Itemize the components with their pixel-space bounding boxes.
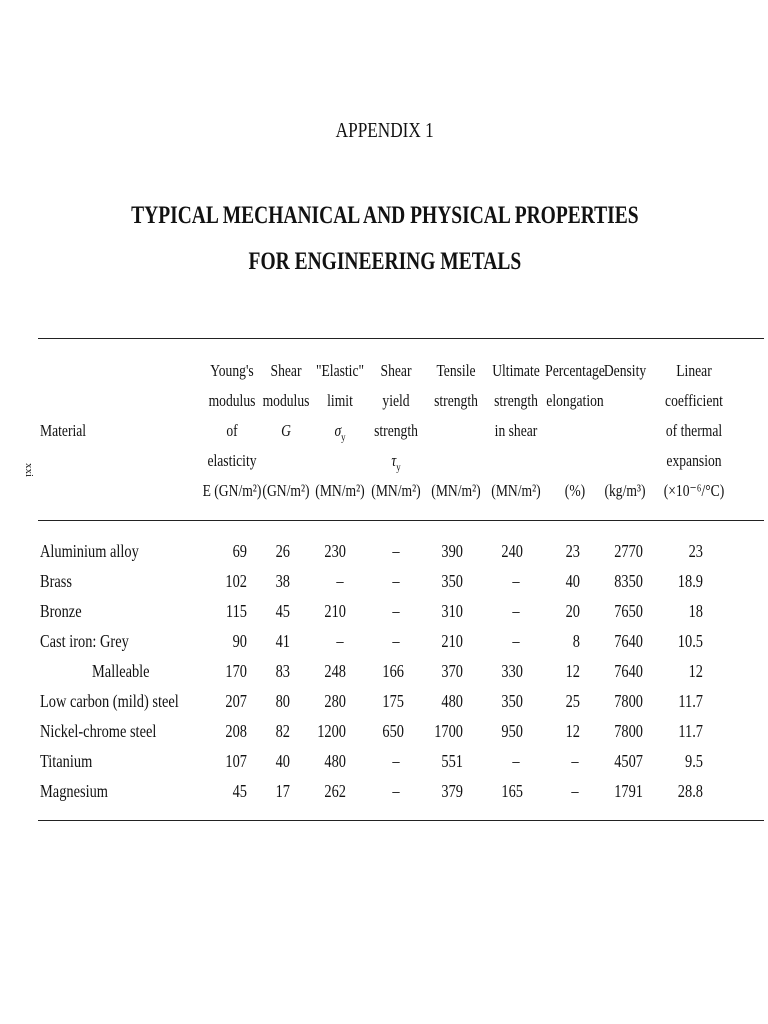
header-col-9-line-1: coefficient [665,391,723,410]
title-line-1: TYPICAL MECHANICAL AND PHYSICAL PROPERTIES [131,202,639,229]
table-cell: 480 [441,691,463,711]
table-cell: – [512,571,520,591]
table-cell: 166 [382,661,404,681]
table-cell: – [512,631,520,651]
table-cell: 28.8 [677,781,703,801]
header-col-8-line-4: (kg/m³) [604,481,646,500]
header-col-2-line-2: G [281,421,291,440]
table-cell: 12 [688,661,703,681]
table-cell: 38 [275,571,290,591]
material-name: Aluminium alloy [40,541,139,561]
material-name: Bronze [40,601,82,621]
table-cell: 8350 [614,571,643,591]
table-cell: 1791 [614,781,643,801]
table-cell: 950 [501,721,523,741]
table-cell: 4507 [614,751,643,771]
material-name: Magnesium [40,781,108,801]
table-cell: 115 [225,601,247,621]
table-cell: 350 [441,571,463,591]
table-cell: 240 [501,541,523,561]
header-col-7-line-0: Percentage [545,361,605,380]
header-col-2-line-1: modulus [262,391,310,410]
material-name: Cast iron: Grey [40,631,129,651]
header-col-0-line-2: Material [40,421,87,440]
header-col-5-line-0: Tensile [436,361,476,380]
table-cell: 45 [275,601,290,621]
table-cell: 379 [441,781,463,801]
table-cell: – [571,781,579,801]
table-cell: – [392,781,400,801]
header-col-4-line-1: yield [382,391,410,410]
table-cell: 83 [275,661,290,681]
table-cell: 2770 [614,541,643,561]
header-col-6-line-0: Ultimate [492,361,540,380]
table-row [0,686,768,716]
table-cell: 370 [441,661,463,681]
table-cell: – [512,751,520,771]
table-cell: 175 [382,691,404,711]
header-col-9-line-3: expansion [666,451,722,470]
table-cell: 11.7 [678,691,703,711]
header-col-2-line-4: (GN/m²) [262,481,310,500]
header-col-4-line-0: Shear [380,361,412,380]
table-cell: 18.9 [677,571,703,591]
table-cell: 480 [324,751,346,771]
table-cell: 280 [324,691,346,711]
header-col-6-line-2: in shear [494,421,538,440]
header-col-3-line-4: (MN/m²) [315,481,365,500]
table-cell: 551 [441,751,463,771]
page-number-margin: xxi [23,462,35,478]
table-cell: 7800 [614,691,643,711]
material-name: Malleable [92,661,150,681]
table-cell: 18 [688,601,703,621]
table-cell: 7800 [614,721,643,741]
header-col-1-line-4: E (GN/m²) [202,481,262,500]
table-header-rule [38,520,764,521]
table-cell: – [571,751,579,771]
header-col-3-line-1: limit [327,391,353,410]
title-line-2: FOR ENGINEERING METALS [248,248,522,275]
table-cell: 390 [441,541,463,561]
table-cell: 248 [324,661,346,681]
header-col-4-line-4: (MN/m²) [371,481,421,500]
header-col-1-line-2: of [226,421,238,440]
table-cell: 23 [565,541,580,561]
header-col-9-line-0: Linear [676,361,712,380]
table-cell: 45 [232,781,247,801]
table-cell: 310 [441,601,463,621]
table-cell: 80 [275,691,290,711]
material-name: Titanium [40,751,93,771]
table-cell: 330 [501,661,523,681]
header-col-6-line-4: (MN/m²) [491,481,541,500]
table-cell: 11.7 [678,721,703,741]
table-cell: 170 [225,661,247,681]
table-cell: 107 [225,751,247,771]
material-name: Nickel-chrome steel [40,721,157,741]
table-cell: 350 [501,691,523,711]
table-cell: 208 [225,721,247,741]
table-cell: 210 [441,631,463,651]
table-cell: 102 [225,571,247,591]
table-cell: 10.5 [677,631,703,651]
table-cell: 82 [275,721,290,741]
table-cell: – [392,751,400,771]
table-cell: 8 [572,631,580,651]
table-cell: 207 [225,691,247,711]
table-row [0,716,768,746]
table-cell: 210 [324,601,346,621]
appendix-label: APPENDIX 1 [335,118,434,142]
table-row [0,776,768,806]
table-cell: 90 [232,631,247,651]
table-row [0,566,768,596]
header-col-8-line-0: Density [603,361,647,380]
table-cell: 40 [275,751,290,771]
header-col-5-line-1: strength [434,391,478,410]
table-cell: 1700 [434,721,463,741]
table-cell: 650 [382,721,404,741]
table-cell: 23 [688,541,703,561]
table-cell: 69 [232,541,247,561]
table-cell: 262 [324,781,346,801]
table-cell: – [392,631,400,651]
header-col-2-line-0: Shear [270,361,302,380]
table-bottom-rule [38,820,764,821]
header-col-1-line-3: elasticity [207,451,257,470]
header-col-6-line-1: strength [494,391,538,410]
header-col-7-line-1: elongation [546,391,604,410]
header-col-9-line-2: of thermal [665,421,723,440]
table-cell: 26 [275,541,290,561]
table-cell: 7640 [614,631,643,651]
table-cell: – [392,571,400,591]
header-col-1-line-1: modulus [208,391,256,410]
table-cell: 165 [501,781,523,801]
material-name: Brass [40,571,72,591]
table-row [0,536,768,566]
header-col-5-line-4: (MN/m²) [431,481,481,500]
table-cell: 41 [275,631,290,651]
table-cell: 9.5 [685,751,703,771]
table-cell: 20 [565,601,580,621]
table-row [0,626,768,656]
table-cell: – [512,601,520,621]
header-col-1-line-0: Young's [210,361,254,380]
header-col-3-line-2: $\sigma_y$ [334,421,346,444]
header-col-9-line-4: (×10⁻⁶/°C) [663,481,725,500]
table-cell: – [392,601,400,621]
table-cell: 25 [565,691,580,711]
table-cell: 17 [275,781,290,801]
header-col-4-line-2: strength [374,421,418,440]
table-cell: 7640 [614,661,643,681]
header-col-7-line-4: (%) [564,481,586,500]
table-row [0,746,768,776]
table-cell: – [392,541,400,561]
table-cell: 230 [324,541,346,561]
table-cell: 12 [565,661,580,681]
header-col-3-line-0: "Elastic" [315,361,365,380]
table-cell: 12 [565,721,580,741]
table-cell: 7650 [614,601,643,621]
table-cell: – [336,571,344,591]
table-cell: 40 [565,571,580,591]
header-col-4-line-3: $\tau_y$ [391,451,401,474]
table-cell: 1200 [317,721,346,741]
table-cell: – [336,631,344,651]
table-row [0,596,768,626]
table-top-rule [38,338,764,339]
material-name: Low carbon (mild) steel [40,691,179,711]
table-row [0,656,768,686]
